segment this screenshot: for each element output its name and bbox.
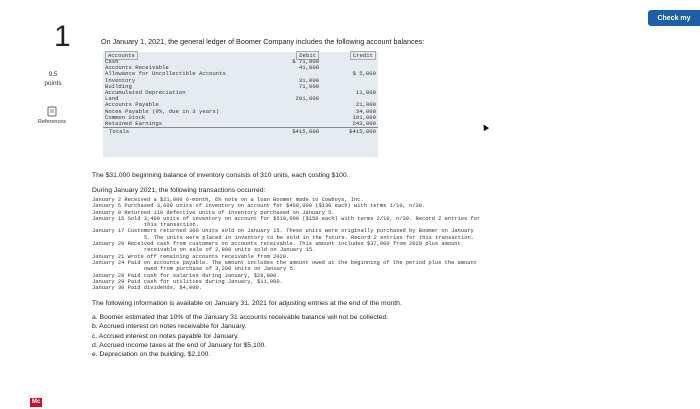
ledger-credit: 11,000 bbox=[355, 89, 376, 97]
totals-label: Totals bbox=[103, 128, 264, 136]
ledger-debit: 71,000 bbox=[298, 82, 320, 90]
intro-text: On January 1, 2021, the general ledger of Boomer Company includes the following account balances: bbox=[101, 37, 425, 46]
points-info bbox=[36, 70, 70, 88]
ledger-account: Accounts Payable bbox=[105, 101, 159, 109]
transaction-line: January 2 Received a $21,000 6-month, 6% note on a loan Boomer made to Cowboys, Inc. bbox=[92, 197, 364, 203]
transaction-line: January 8 Returned 110 defective units of inventory purchased on January 5. bbox=[92, 209, 335, 216]
transaction-line: 5. The units were placed in inventory to be sold in the future. Record 2 entries for this transaction. bbox=[144, 234, 474, 241]
beginning-inventory-note: The $31,000 beginning balance of inventory consists of 310 units, each costing $100. bbox=[92, 172, 349, 179]
transaction-line: January 30 Paid dividends, $4,000. bbox=[92, 285, 202, 292]
book-icon bbox=[47, 106, 57, 117]
mouse-cursor-icon bbox=[481, 123, 489, 131]
col-header-debit: Debit bbox=[296, 51, 319, 60]
ledger-account: Land bbox=[105, 95, 119, 103]
ledger-account: Building bbox=[105, 82, 132, 90]
adjustments-heading: The following information is available on January 31, 2021 for adjusting entries at the end of the month. bbox=[92, 300, 402, 307]
ledger-account: Notes Payable (9%, due in 3 years) bbox=[105, 107, 220, 115]
col-header-accounts: Accounts bbox=[105, 51, 138, 60]
transaction-line: January 5 Purchased 3,600 units of inventory on account for $468,000 ($130 each) with terms 1/10, n/30. bbox=[92, 203, 426, 210]
references-label: References bbox=[37, 119, 67, 125]
adjustment-item: a. Boomer estimated that 10% of the January 31 accounts receivable balance will not be collected. bbox=[92, 314, 389, 321]
ledger-account: Accounts Receivable bbox=[105, 64, 169, 72]
transaction-line: January 15 Sold 3,400 units of inventory on account for $510,000 ($150 each) with terms 2/10, n/30. Record 2 entries for bbox=[92, 215, 481, 222]
ledger-credit: 101,000 bbox=[352, 113, 376, 121]
col-header-credit: Credit bbox=[350, 51, 376, 60]
ledger-account: Cash bbox=[105, 58, 119, 65]
transaction-line: January 29 Paid cash for utilities during January, $11,000. bbox=[92, 278, 283, 285]
transaction-line: January 17 Customers returned 300 units sold on January 15. These units were originally purchased by Boomer on January bbox=[92, 228, 474, 235]
adjustment-item: d. Accrued income taxes at the end of January for $5,100. bbox=[92, 341, 267, 349]
ledger-account: Accumulated Depreciation bbox=[105, 89, 186, 97]
question-number: 1 bbox=[54, 20, 71, 53]
transaction-line: this transaction. bbox=[144, 222, 199, 229]
points-label: points bbox=[44, 80, 62, 87]
transaction-line: owed from purchase of 3,200 units on January 5. bbox=[144, 266, 297, 273]
transaction-line: January 20 Received cash from customers on accounts receivable. This amount includes $37,000 from 2020 plus amount bbox=[92, 241, 461, 248]
transaction-line: receivable on sale of 2,800 units sold on January 15. bbox=[144, 247, 316, 254]
points-value: 9.5 bbox=[48, 71, 58, 78]
transaction-line: January 21 Wrote off remaining accounts receivable from 2020. bbox=[92, 253, 290, 260]
adjustments-list bbox=[92, 313, 388, 359]
ledger-credit: 243,000 bbox=[352, 120, 376, 128]
ledger-account: Retained Earnings bbox=[105, 120, 163, 128]
ledger-account: Allowance for Uncollectible Accounts bbox=[105, 70, 226, 78]
ledger-credit: 34,000 bbox=[355, 107, 376, 115]
adjustment-item: b. Accrued interest on notes receivable for January. bbox=[92, 323, 247, 331]
ledger-table bbox=[103, 52, 378, 157]
adjustment-item: e. Depreciation on the building, $2,100. bbox=[92, 351, 211, 359]
transaction-line: January 24 Paid on accounts payable. The amount includes the amount owed at the beginning of the period plus the amount bbox=[92, 259, 477, 266]
total-credit: $415,000 bbox=[321, 128, 378, 136]
ledger-debit: 41,000 bbox=[298, 64, 320, 72]
ledger-credit: $ 5,000 bbox=[352, 70, 376, 78]
check-my-work-button[interactable]: Check my bbox=[648, 10, 700, 26]
ledger-debit bbox=[264, 121, 321, 128]
ledger-debit: $ 71,000 bbox=[292, 58, 320, 65]
total-debit: $415,000 bbox=[264, 128, 321, 136]
adjustment-item: c. Accrued interest on notes payable for January. bbox=[92, 332, 239, 340]
references-link[interactable] bbox=[33, 106, 71, 125]
ledger-row bbox=[103, 121, 378, 128]
ledger-account: Inventory bbox=[105, 76, 136, 84]
transactions-list bbox=[92, 197, 632, 291]
ledger-account: Common Stock bbox=[105, 113, 146, 121]
ledger-credit: 21,000 bbox=[355, 101, 376, 109]
transactions-heading: During January 2021, the following transactions occurred: bbox=[92, 187, 266, 194]
ledger-debit: 31,000 bbox=[298, 76, 320, 84]
mcgraw-hill-logo: Mc bbox=[32, 399, 41, 405]
transaction-line: January 28 Paid cash for salaries during January, $29,000. bbox=[92, 272, 280, 279]
ledger-debit: 201,000 bbox=[295, 95, 320, 103]
